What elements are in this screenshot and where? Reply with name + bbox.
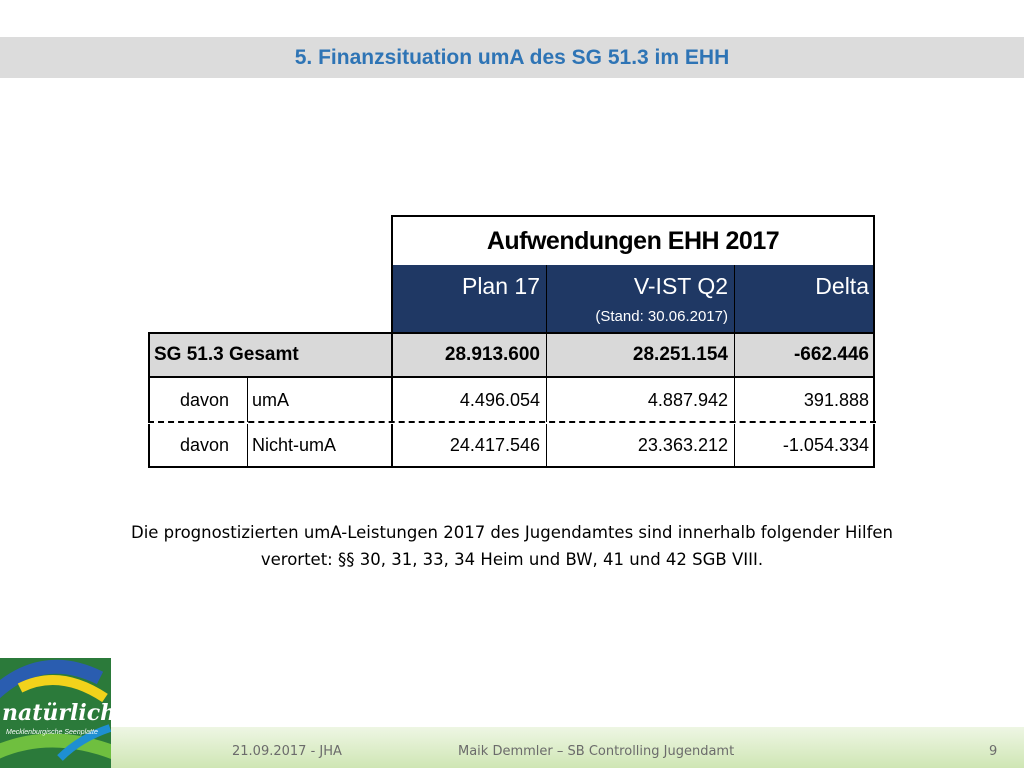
total-row-label: SG 51.3 Gesamt (148, 332, 391, 378)
column-header-vist-note: (Stand: 30.06.2017) (595, 308, 728, 325)
row-nicht-umA-delta: -1.054.334 (734, 424, 875, 468)
row-umA-vist: 4.887.942 (546, 378, 734, 422)
column-header-vist-label: V-IST Q2 (633, 273, 728, 299)
dashed-row-divider (148, 421, 876, 423)
natuerlich-logo (0, 658, 126, 768)
row-nicht-umA-type: Nicht-umA (247, 424, 391, 468)
total-row-vist: 28.251.154 (546, 332, 734, 378)
table-main-header: Aufwendungen EHH 2017 (391, 215, 875, 265)
expenses-table (148, 215, 876, 469)
note-line-2: verortet: §§ 30, 31, 33, 34 Heim und BW, 41 und 42 SGB VIII. (260, 550, 764, 569)
column-header-vist (546, 265, 734, 332)
logo-subtext: Mecklenburgische Seenplatte (6, 729, 98, 736)
footer-date: 21.09.2017 - JHA (232, 744, 342, 759)
row-nicht-umA-plan: 24.417.546 (391, 424, 546, 468)
column-header-delta: Delta (734, 265, 875, 332)
logo-text: natürlich! (2, 700, 126, 726)
note-line-1: Die prognostizierten umA-Leistungen 2017 des Jugendamtes sind innerhalb folgender Hilfen (130, 523, 894, 542)
explanatory-note (60, 519, 964, 573)
row-nicht-umA-prefix: davon (148, 424, 247, 468)
row-umA-plan: 4.496.054 (391, 378, 546, 422)
footer-page-number: 9 (989, 744, 998, 759)
row-nicht-umA-vist: 23.363.212 (546, 424, 734, 468)
column-header-plan: Plan 17 (391, 265, 546, 332)
row-umA-type: umA (247, 378, 391, 422)
total-row-delta: -662.446 (734, 332, 875, 378)
row-umA-delta: 391.888 (734, 378, 875, 422)
total-row-plan: 28.913.600 (391, 332, 546, 378)
slide-title: 5. Finanzsituation umA des SG 51.3 im EHH (294, 46, 730, 69)
footer-author: Maik Demmler – SB Controlling Jugendamt (458, 744, 735, 759)
row-umA-prefix: davon (148, 378, 247, 422)
